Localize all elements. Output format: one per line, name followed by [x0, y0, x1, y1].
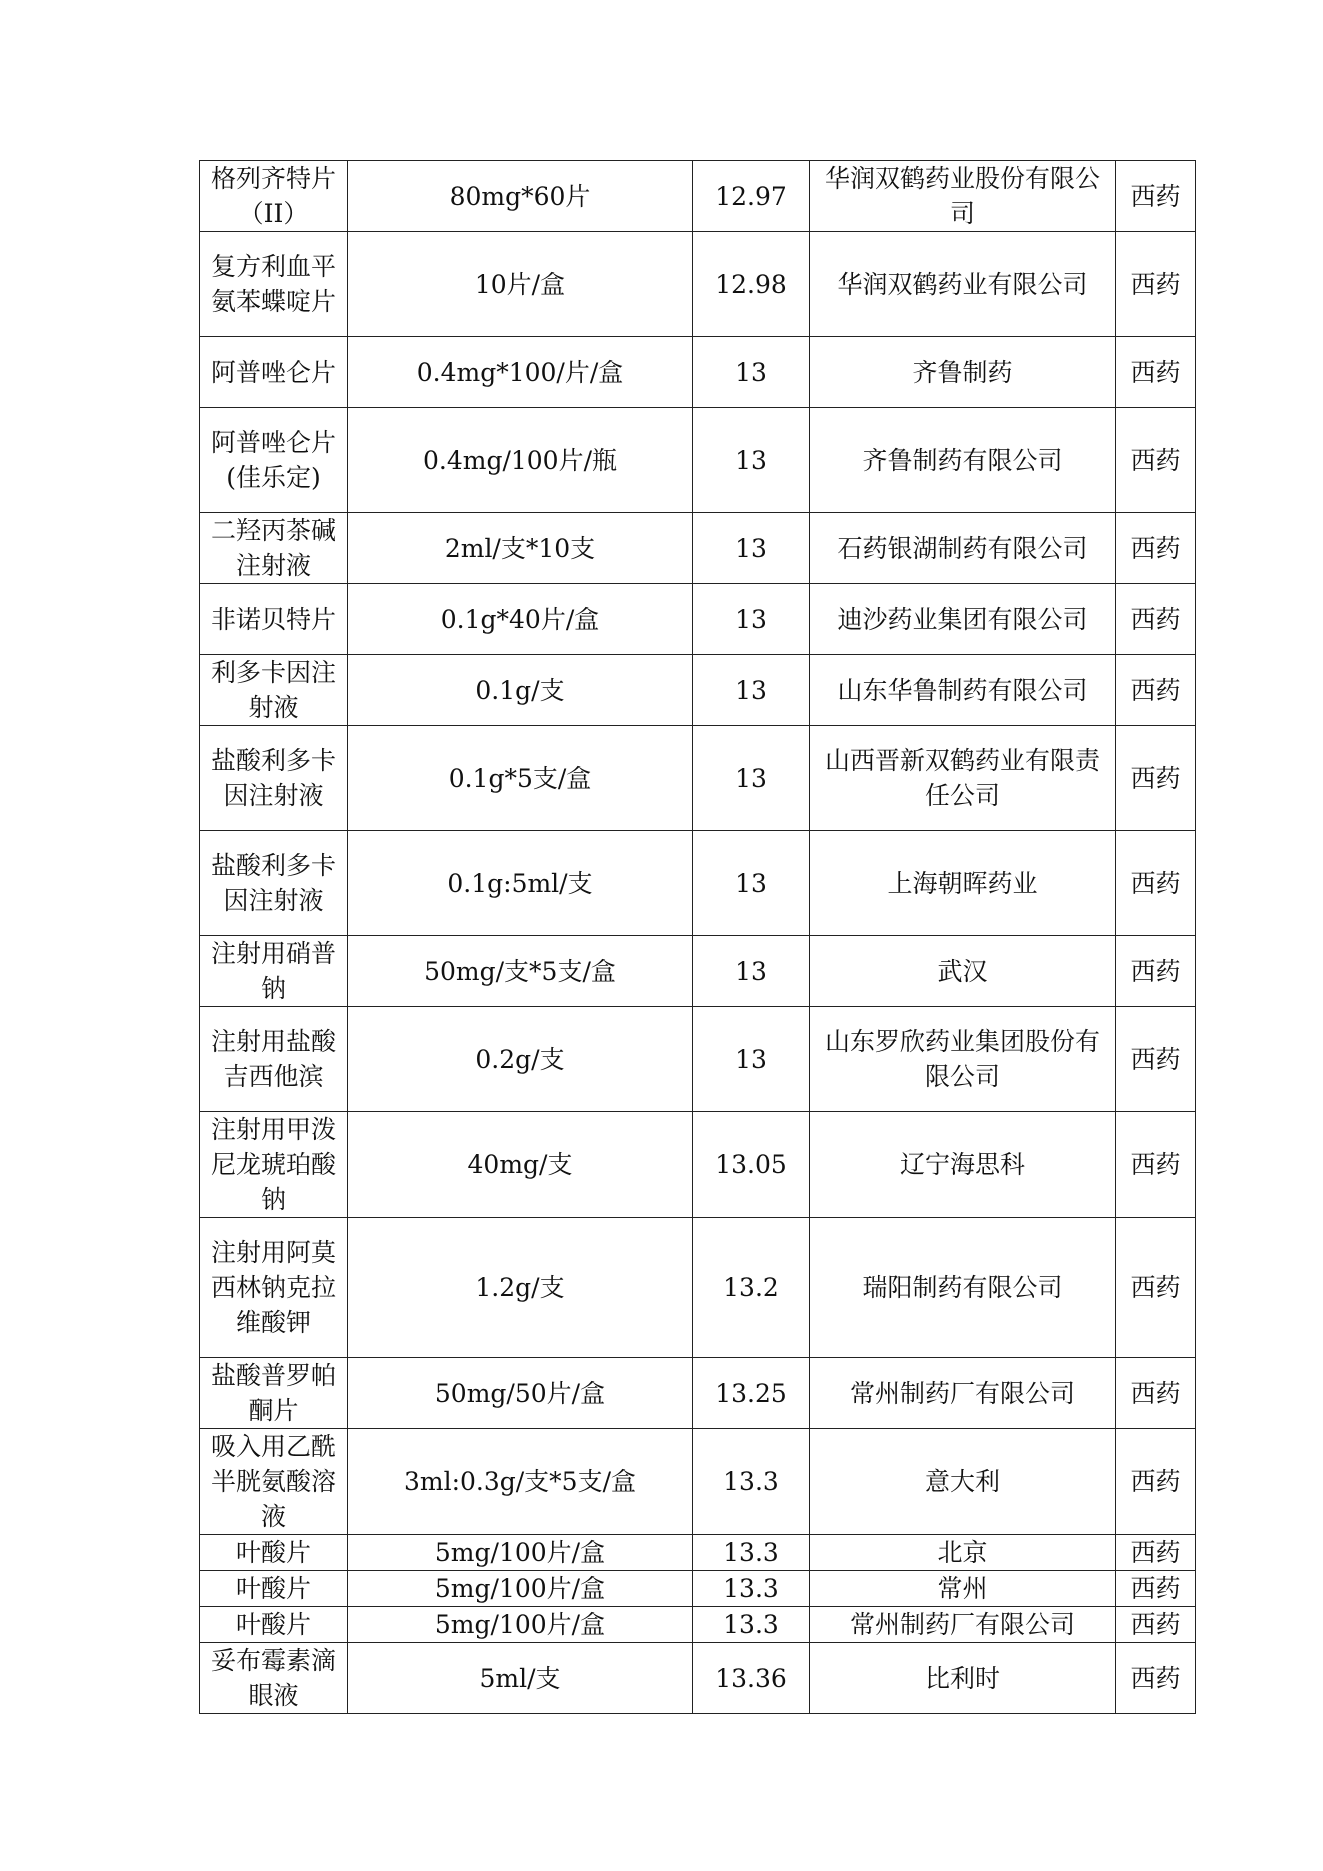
cell-maker: 常州制药厂有限公司	[810, 1607, 1116, 1643]
cell-price: 13	[693, 936, 810, 1007]
table-row	[200, 161, 1196, 232]
cell-price: 13	[693, 1007, 810, 1112]
table-row	[200, 1007, 1196, 1112]
table-row	[200, 513, 1196, 584]
cell-maker: 常州制药厂有限公司	[810, 1358, 1116, 1429]
cell-spec: 5mg/100片/盒	[348, 1535, 693, 1571]
table-body	[200, 161, 1196, 1714]
cell-type: 西药	[1116, 337, 1196, 408]
cell-type: 西药	[1116, 408, 1196, 513]
cell-price: 13.3	[693, 1607, 810, 1643]
cell-maker: 上海朝晖药业	[810, 831, 1116, 936]
cell-name: 复方利血平氨苯蝶啶片	[200, 232, 348, 337]
cell-price: 13.05	[693, 1112, 810, 1218]
cell-price: 13.3	[693, 1535, 810, 1571]
table-row	[200, 584, 1196, 655]
cell-spec: 0.4mg/100片/瓶	[348, 408, 693, 513]
table-row	[200, 1607, 1196, 1643]
table-row	[200, 232, 1196, 337]
cell-type: 西药	[1116, 1535, 1196, 1571]
cell-name: 盐酸普罗帕酮片	[200, 1358, 348, 1429]
table-row	[200, 831, 1196, 936]
cell-type: 西药	[1116, 655, 1196, 726]
cell-price: 13	[693, 726, 810, 831]
cell-spec: 50mg/50片/盒	[348, 1358, 693, 1429]
cell-spec: 1.2g/支	[348, 1218, 693, 1358]
cell-spec: 80mg*60片	[348, 161, 693, 232]
cell-type: 西药	[1116, 232, 1196, 337]
cell-price: 13.2	[693, 1218, 810, 1358]
cell-maker: 意大利	[810, 1429, 1116, 1535]
table-row	[200, 337, 1196, 408]
cell-type: 西药	[1116, 584, 1196, 655]
cell-spec: 40mg/支	[348, 1112, 693, 1218]
cell-maker: 华润双鹤药业股份有限公司	[810, 161, 1116, 232]
table-row	[200, 1571, 1196, 1607]
cell-type: 西药	[1116, 1218, 1196, 1358]
cell-price: 12.98	[693, 232, 810, 337]
cell-spec: 5ml/支	[348, 1643, 693, 1714]
table-row	[200, 936, 1196, 1007]
cell-maker: 武汉	[810, 936, 1116, 1007]
cell-maker: 山西晋新双鹤药业有限责任公司	[810, 726, 1116, 831]
cell-spec: 0.1g/支	[348, 655, 693, 726]
cell-type: 西药	[1116, 1643, 1196, 1714]
cell-name: 非诺贝特片	[200, 584, 348, 655]
cell-price: 13	[693, 337, 810, 408]
cell-name: 阿普唑仑片	[200, 337, 348, 408]
cell-price: 13	[693, 584, 810, 655]
cell-name: 注射用甲泼尼龙琥珀酸钠	[200, 1112, 348, 1218]
cell-spec: 5mg/100片/盒	[348, 1571, 693, 1607]
cell-maker: 齐鲁制药有限公司	[810, 408, 1116, 513]
cell-maker: 北京	[810, 1535, 1116, 1571]
cell-spec: 3ml:0.3g/支*5支/盒	[348, 1429, 693, 1535]
cell-price: 13	[693, 408, 810, 513]
cell-type: 西药	[1116, 513, 1196, 584]
cell-name: 叶酸片	[200, 1535, 348, 1571]
table-row	[200, 1218, 1196, 1358]
table-row	[200, 1429, 1196, 1535]
table-row	[200, 655, 1196, 726]
cell-type: 西药	[1116, 1607, 1196, 1643]
cell-price: 13.3	[693, 1429, 810, 1535]
cell-maker: 华润双鹤药业有限公司	[810, 232, 1116, 337]
cell-price: 12.97	[693, 161, 810, 232]
table-row	[200, 1112, 1196, 1218]
drug-price-table	[199, 160, 1196, 1714]
cell-name: 利多卡因注射液	[200, 655, 348, 726]
cell-type: 西药	[1116, 1571, 1196, 1607]
cell-price: 13	[693, 831, 810, 936]
cell-name: 吸入用乙酰半胱氨酸溶液	[200, 1429, 348, 1535]
cell-price: 13.25	[693, 1358, 810, 1429]
cell-maker: 常州	[810, 1571, 1116, 1607]
cell-type: 西药	[1116, 726, 1196, 831]
cell-name: 二羟丙茶碱注射液	[200, 513, 348, 584]
cell-price: 13	[693, 513, 810, 584]
table-row	[200, 1358, 1196, 1429]
cell-type: 西药	[1116, 1358, 1196, 1429]
cell-type: 西药	[1116, 936, 1196, 1007]
cell-maker: 比利时	[810, 1643, 1116, 1714]
cell-maker: 齐鲁制药	[810, 337, 1116, 408]
cell-spec: 10片/盒	[348, 232, 693, 337]
cell-spec: 0.1g:5ml/支	[348, 831, 693, 936]
table-row	[200, 726, 1196, 831]
table-row	[200, 408, 1196, 513]
cell-maker: 迪沙药业集团有限公司	[810, 584, 1116, 655]
cell-name: 盐酸利多卡因注射液	[200, 831, 348, 936]
cell-type: 西药	[1116, 831, 1196, 936]
cell-maker: 山东华鲁制药有限公司	[810, 655, 1116, 726]
cell-name: 叶酸片	[200, 1571, 348, 1607]
cell-name: 注射用盐酸吉西他滨	[200, 1007, 348, 1112]
cell-price: 13.3	[693, 1571, 810, 1607]
cell-spec: 0.1g*40片/盒	[348, 584, 693, 655]
cell-maker: 辽宁海思科	[810, 1112, 1116, 1218]
cell-name: 阿普唑仑片(佳乐定)	[200, 408, 348, 513]
cell-spec: 0.4mg*100/片/盒	[348, 337, 693, 408]
cell-price: 13.36	[693, 1643, 810, 1714]
cell-spec: 50mg/支*5支/盒	[348, 936, 693, 1007]
cell-spec: 0.1g*5支/盒	[348, 726, 693, 831]
cell-maker: 山东罗欣药业集团股份有限公司	[810, 1007, 1116, 1112]
cell-type: 西药	[1116, 1429, 1196, 1535]
cell-spec: 2ml/支*10支	[348, 513, 693, 584]
cell-name: 妥布霉素滴眼液	[200, 1643, 348, 1714]
table-row	[200, 1643, 1196, 1714]
cell-maker: 石药银湖制药有限公司	[810, 513, 1116, 584]
cell-name: 格列齐特片（II）	[200, 161, 348, 232]
cell-name: 盐酸利多卡因注射液	[200, 726, 348, 831]
cell-maker: 瑞阳制药有限公司	[810, 1218, 1116, 1358]
cell-spec: 0.2g/支	[348, 1007, 693, 1112]
table-row	[200, 1535, 1196, 1571]
cell-type: 西药	[1116, 161, 1196, 232]
cell-type: 西药	[1116, 1007, 1196, 1112]
cell-name: 注射用硝普钠	[200, 936, 348, 1007]
cell-price: 13	[693, 655, 810, 726]
cell-name: 叶酸片	[200, 1607, 348, 1643]
cell-name: 注射用阿莫西林钠克拉维酸钾	[200, 1218, 348, 1358]
cell-spec: 5mg/100片/盒	[348, 1607, 693, 1643]
cell-type: 西药	[1116, 1112, 1196, 1218]
